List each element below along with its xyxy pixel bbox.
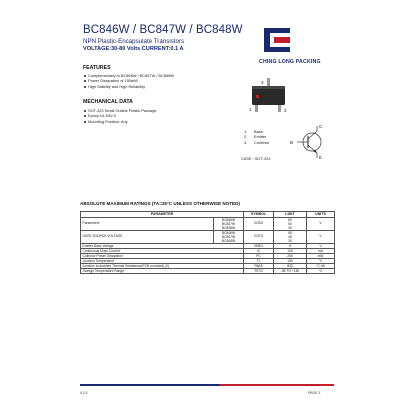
pin-row: 3. Collector bbox=[244, 139, 270, 145]
unit-cell: V bbox=[307, 243, 335, 248]
parameter-cell: Storage Temperature Range bbox=[81, 268, 244, 273]
npn-transistor-symbol-icon bbox=[288, 122, 332, 162]
pin-list bbox=[244, 129, 269, 145]
limit-cell: 65 45 30 bbox=[274, 230, 307, 243]
symbol-cell: PC bbox=[244, 253, 274, 258]
parameter-cell: Junction Temperature bbox=[81, 258, 244, 263]
voltage-current-rating: VOLTAGE:30-80 Volts CURRENT:0.1 A bbox=[83, 46, 184, 52]
company-name: CHING LONG PACKING bbox=[259, 59, 321, 65]
unit-cell: mA bbox=[307, 248, 335, 253]
unit-cell: °C bbox=[307, 268, 335, 273]
parameter-cell: Collector Power Dissipation bbox=[81, 253, 244, 258]
list-item: Epoxy:UL 94V-0 bbox=[83, 113, 157, 118]
table-row bbox=[81, 217, 335, 230]
features-list bbox=[83, 73, 174, 89]
emitter-label: E bbox=[319, 155, 323, 160]
device-cell: BC846W BC847W BC848W bbox=[214, 230, 244, 243]
list-item: Power Dissipation of 150mW bbox=[83, 78, 174, 83]
version-label: V1.5 bbox=[80, 391, 88, 395]
parameter-cell: Parameters bbox=[81, 217, 214, 230]
column-header: LIMIT bbox=[274, 212, 307, 218]
pin-label: 1 bbox=[249, 107, 252, 112]
list-item: SOT-323 Small Outline Plastic Package bbox=[83, 108, 157, 113]
company-logo-icon bbox=[264, 28, 290, 52]
page-title: BC846W / BC847W / BC848W bbox=[83, 24, 243, 36]
unit-cell: V bbox=[307, 230, 335, 243]
symbol-cell: TSTG bbox=[244, 268, 274, 273]
symbol-cell: VCBO bbox=[244, 217, 274, 230]
pin-row: 1. Base bbox=[244, 129, 263, 134]
page-subtitle: NPN Plastic-Encapsulate Transistors bbox=[83, 38, 185, 45]
footer-divider bbox=[80, 384, 334, 386]
limit-cell: 80 50 30 bbox=[274, 217, 307, 230]
table-row bbox=[81, 268, 335, 273]
limit-cell: 6 bbox=[274, 243, 307, 248]
case-label: CASE : SOT-323 bbox=[241, 156, 271, 161]
parameter-cell: Emitter-Base Voltage bbox=[81, 243, 244, 248]
symbol-cell: RθJA bbox=[244, 263, 274, 268]
parameter-cell: Junction to Ambient Thermal Resistance(PCB mounted) (2) bbox=[81, 263, 244, 268]
collector-label: C bbox=[319, 124, 323, 129]
unit-cell: °C bbox=[307, 258, 335, 263]
limit-cell: 200 bbox=[274, 253, 307, 258]
limit-cell: -55 TO +150 bbox=[274, 268, 307, 273]
symbol-cell: TJ bbox=[244, 258, 274, 263]
parameter-cell: Continuous Drain Current bbox=[81, 248, 244, 253]
mechanical-list bbox=[83, 108, 157, 124]
sot323-package-icon bbox=[243, 76, 293, 114]
column-header: UNITS bbox=[307, 212, 335, 218]
limit-cell: 833 bbox=[274, 263, 307, 268]
pin-label: 2 bbox=[284, 108, 287, 113]
list-item: Mounting Position: Any bbox=[83, 119, 157, 124]
list-item: High Stability and High Reliability bbox=[83, 84, 174, 89]
features-heading: FEATURES bbox=[83, 65, 111, 71]
symbol-cell: IC bbox=[244, 248, 274, 253]
absolute-maximum-ratings-table bbox=[80, 211, 335, 274]
unit-cell: °C /W bbox=[307, 263, 335, 268]
unit-cell: V bbox=[307, 217, 335, 230]
pin-label: 3 bbox=[261, 80, 264, 85]
column-header: SYMBOL bbox=[244, 212, 274, 218]
symbol-cell: VEBO bbox=[244, 243, 274, 248]
page-number: PAGE 1 bbox=[308, 391, 321, 395]
limit-cell: 100 bbox=[274, 248, 307, 253]
mechanical-heading: MECHANICAL DATA bbox=[83, 99, 133, 105]
limit-cell: 150 bbox=[274, 258, 307, 263]
device-cell: BC846W BC847W BC848W bbox=[214, 217, 244, 230]
pin-row: 2. Emitter bbox=[244, 134, 267, 140]
parameter-cell: GATE-SOURCE VOLTAGE bbox=[81, 230, 214, 243]
column-header: PARAMETER bbox=[81, 212, 244, 218]
symbol-cell: VCEO bbox=[244, 230, 274, 243]
table-title: ABSOLUTE MAXIMUM RATINGS (TA=25°C UNLESS OTHERWISE NOTED) bbox=[80, 201, 240, 206]
unit-cell: mW bbox=[307, 253, 335, 258]
list-item: Complementary to BC856W / BC857W / BC858W bbox=[83, 73, 174, 78]
table-row bbox=[81, 230, 335, 243]
base-label: B bbox=[290, 140, 294, 145]
